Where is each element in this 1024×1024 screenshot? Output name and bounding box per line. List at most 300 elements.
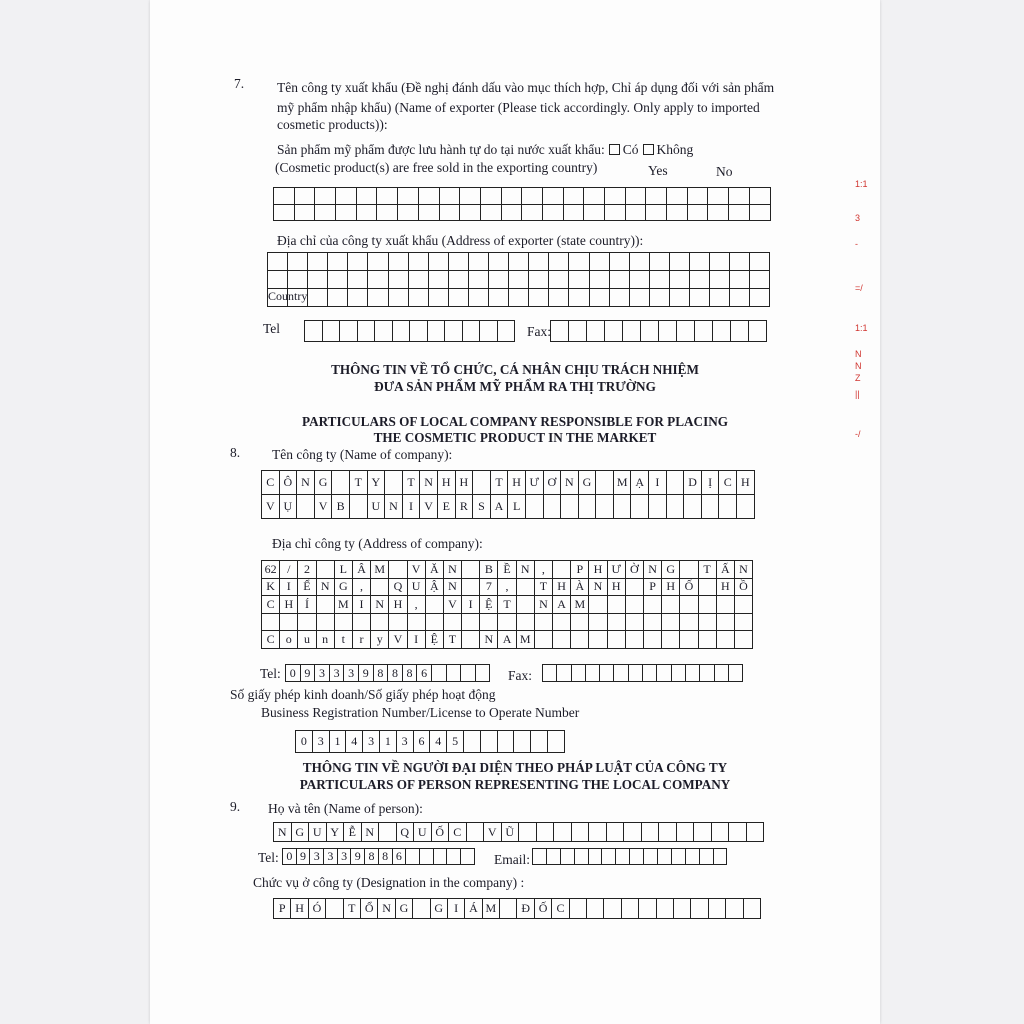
char-box[interactable]: Ề: [498, 561, 516, 579]
char-box[interactable]: Ể: [298, 579, 316, 597]
char-box[interactable]: [649, 495, 667, 519]
char-box[interactable]: G: [662, 561, 680, 579]
char-box[interactable]: [680, 561, 698, 579]
char-box[interactable]: [750, 289, 770, 307]
char-box[interactable]: [502, 188, 523, 205]
char-box[interactable]: n: [317, 631, 335, 649]
char-box[interactable]: [371, 614, 389, 632]
char-box[interactable]: [644, 631, 662, 649]
char-box[interactable]: [608, 596, 626, 614]
char-box[interactable]: G: [431, 899, 448, 919]
char-box[interactable]: Í: [298, 596, 316, 614]
char-box[interactable]: [429, 271, 449, 289]
char-box[interactable]: [543, 665, 557, 682]
char-box[interactable]: [419, 205, 440, 222]
char-box[interactable]: ,: [353, 579, 371, 597]
char-box[interactable]: U: [368, 495, 386, 519]
char-box[interactable]: [274, 205, 295, 222]
char-box[interactable]: [708, 205, 729, 222]
char-box[interactable]: [551, 321, 569, 342]
char-box[interactable]: H: [589, 561, 607, 579]
char-box[interactable]: [464, 731, 481, 753]
char-box[interactable]: [529, 289, 549, 307]
company-fax-grid[interactable]: [542, 664, 743, 682]
char-box[interactable]: Ễ: [344, 823, 362, 842]
char-box[interactable]: [297, 495, 315, 519]
char-box[interactable]: E: [438, 495, 456, 519]
char-box[interactable]: [432, 665, 447, 682]
char-box[interactable]: [749, 321, 767, 342]
char-box[interactable]: [589, 596, 607, 614]
char-box[interactable]: [650, 253, 670, 271]
char-box[interactable]: 3: [310, 849, 324, 865]
char-box[interactable]: [569, 271, 589, 289]
char-box[interactable]: /: [280, 561, 298, 579]
char-box[interactable]: [602, 849, 616, 865]
char-box[interactable]: V: [444, 596, 462, 614]
char-box[interactable]: [469, 271, 489, 289]
char-box[interactable]: [662, 631, 680, 649]
char-box[interactable]: Ậ: [426, 579, 444, 597]
char-box[interactable]: [557, 665, 571, 682]
char-box[interactable]: u: [298, 631, 316, 649]
char-box[interactable]: [571, 631, 589, 649]
char-box[interactable]: Ạ: [631, 471, 649, 495]
char-box[interactable]: [358, 321, 376, 342]
char-box[interactable]: G: [315, 471, 333, 495]
char-box[interactable]: [514, 731, 531, 753]
char-box[interactable]: U: [414, 823, 432, 842]
char-box[interactable]: A: [498, 631, 516, 649]
char-box[interactable]: N: [444, 561, 462, 579]
char-box[interactable]: H: [553, 579, 571, 597]
char-box[interactable]: [730, 271, 750, 289]
char-box[interactable]: 0: [283, 849, 297, 865]
char-box[interactable]: Ó: [309, 899, 326, 919]
char-box[interactable]: [350, 495, 368, 519]
char-box[interactable]: [398, 188, 419, 205]
char-box[interactable]: [690, 253, 710, 271]
char-box[interactable]: Ố: [432, 823, 450, 842]
char-box[interactable]: [699, 614, 717, 632]
char-box[interactable]: 8: [374, 665, 389, 682]
char-box[interactable]: [688, 188, 709, 205]
char-box[interactable]: N: [444, 579, 462, 597]
char-box[interactable]: [371, 579, 389, 597]
char-box[interactable]: [680, 631, 698, 649]
char-box[interactable]: [308, 289, 328, 307]
char-box[interactable]: [323, 321, 341, 342]
char-box[interactable]: C: [262, 631, 280, 649]
char-box[interactable]: [500, 899, 517, 919]
char-box[interactable]: 8: [379, 849, 393, 865]
char-box[interactable]: [480, 321, 498, 342]
char-box[interactable]: [710, 289, 730, 307]
char-box[interactable]: C: [449, 823, 467, 842]
char-box[interactable]: [646, 188, 667, 205]
char-box[interactable]: [729, 665, 743, 682]
char-box[interactable]: [641, 321, 659, 342]
char-box[interactable]: P: [274, 899, 291, 919]
char-box[interactable]: V: [408, 561, 426, 579]
char-box[interactable]: [498, 321, 516, 342]
char-box[interactable]: [461, 665, 476, 682]
char-box[interactable]: [600, 665, 614, 682]
char-box[interactable]: [526, 495, 544, 519]
char-box[interactable]: 1: [380, 731, 397, 753]
char-box[interactable]: Ơ: [544, 471, 562, 495]
char-box[interactable]: [377, 205, 398, 222]
char-box[interactable]: [315, 188, 336, 205]
char-box[interactable]: [308, 271, 328, 289]
char-box[interactable]: K: [262, 579, 280, 597]
char-box[interactable]: Ệ: [426, 631, 444, 649]
char-box[interactable]: [549, 289, 569, 307]
char-box[interactable]: [569, 253, 589, 271]
char-box[interactable]: N: [297, 471, 315, 495]
char-box[interactable]: [262, 614, 280, 632]
char-box[interactable]: [317, 561, 335, 579]
char-box[interactable]: H: [608, 579, 626, 597]
char-box[interactable]: [519, 823, 537, 842]
char-box[interactable]: [522, 205, 543, 222]
char-box[interactable]: ,: [498, 579, 516, 597]
char-box[interactable]: [553, 561, 571, 579]
char-box[interactable]: [710, 253, 730, 271]
char-box[interactable]: [714, 849, 728, 865]
char-box[interactable]: [419, 188, 440, 205]
char-box[interactable]: [750, 253, 770, 271]
char-box[interactable]: H: [280, 596, 298, 614]
char-box[interactable]: [429, 289, 449, 307]
char-box[interactable]: [729, 823, 747, 842]
char-box[interactable]: [509, 271, 529, 289]
char-box[interactable]: [449, 289, 469, 307]
char-box[interactable]: 3: [324, 849, 338, 865]
char-box[interactable]: [517, 614, 535, 632]
char-box[interactable]: Ệ: [480, 596, 498, 614]
char-box[interactable]: [564, 188, 585, 205]
char-box[interactable]: [608, 631, 626, 649]
char-box[interactable]: 0: [286, 665, 301, 682]
char-box[interactable]: [589, 614, 607, 632]
char-box[interactable]: [610, 271, 630, 289]
char-box[interactable]: [469, 289, 489, 307]
char-box[interactable]: ,: [408, 596, 426, 614]
char-box[interactable]: N: [362, 823, 380, 842]
char-box[interactable]: [688, 205, 709, 222]
char-box[interactable]: [570, 899, 587, 919]
char-box[interactable]: U: [309, 823, 327, 842]
char-box[interactable]: [730, 289, 750, 307]
char-box[interactable]: A: [553, 596, 571, 614]
char-box[interactable]: [729, 205, 750, 222]
char-box[interactable]: [543, 205, 564, 222]
char-box[interactable]: G: [396, 899, 413, 919]
char-box[interactable]: [630, 271, 650, 289]
char-box[interactable]: [315, 205, 336, 222]
char-box[interactable]: 3: [338, 849, 352, 865]
char-box[interactable]: T: [344, 899, 361, 919]
char-box[interactable]: [509, 289, 529, 307]
char-box[interactable]: [670, 253, 690, 271]
char-box[interactable]: [274, 188, 295, 205]
char-box[interactable]: [747, 823, 765, 842]
char-box[interactable]: [317, 614, 335, 632]
char-box[interactable]: [336, 205, 357, 222]
char-box[interactable]: S: [473, 495, 491, 519]
char-box[interactable]: [589, 631, 607, 649]
char-box[interactable]: [680, 614, 698, 632]
char-box[interactable]: P: [644, 579, 662, 597]
char-box[interactable]: [547, 849, 561, 865]
char-box[interactable]: I: [448, 899, 465, 919]
char-box[interactable]: [473, 471, 491, 495]
char-box[interactable]: [650, 289, 670, 307]
person-email-grid[interactable]: [532, 848, 727, 865]
char-box[interactable]: [426, 614, 444, 632]
company-address-grid[interactable]: [261, 560, 753, 649]
char-box[interactable]: B: [480, 561, 498, 579]
char-box[interactable]: [379, 823, 397, 842]
char-box[interactable]: [268, 271, 288, 289]
char-box[interactable]: À: [571, 579, 589, 597]
char-box[interactable]: H: [737, 471, 755, 495]
char-box[interactable]: G: [292, 823, 310, 842]
char-box[interactable]: [630, 289, 650, 307]
char-box[interactable]: [469, 253, 489, 271]
char-box[interactable]: [564, 205, 585, 222]
char-box[interactable]: H: [717, 579, 735, 597]
char-box[interactable]: 8: [403, 665, 418, 682]
char-box[interactable]: [444, 614, 462, 632]
char-box[interactable]: 5: [447, 731, 464, 753]
char-box[interactable]: [535, 631, 553, 649]
char-box[interactable]: [385, 471, 403, 495]
char-box[interactable]: [590, 253, 610, 271]
char-box[interactable]: V: [389, 631, 407, 649]
char-box[interactable]: [626, 188, 647, 205]
char-box[interactable]: Ư: [608, 561, 626, 579]
char-box[interactable]: [348, 271, 368, 289]
char-box[interactable]: Đ: [517, 899, 534, 919]
char-box[interactable]: [398, 205, 419, 222]
char-box[interactable]: [406, 849, 420, 865]
char-box[interactable]: [690, 289, 710, 307]
char-box[interactable]: [699, 596, 717, 614]
char-box[interactable]: [328, 289, 348, 307]
char-box[interactable]: [426, 596, 444, 614]
char-box[interactable]: [357, 205, 378, 222]
char-box[interactable]: [700, 665, 714, 682]
person-name-grid[interactable]: [273, 822, 764, 842]
char-box[interactable]: [462, 614, 480, 632]
char-box[interactable]: [731, 321, 749, 342]
char-box[interactable]: [489, 253, 509, 271]
char-box[interactable]: [489, 271, 509, 289]
char-box[interactable]: M: [571, 596, 589, 614]
char-box[interactable]: [463, 321, 481, 342]
char-box[interactable]: [626, 579, 644, 597]
char-box[interactable]: [713, 321, 731, 342]
char-box[interactable]: [670, 289, 690, 307]
designation-grid[interactable]: [273, 898, 761, 919]
char-box[interactable]: [607, 823, 625, 842]
char-box[interactable]: [481, 205, 502, 222]
char-box[interactable]: R: [456, 495, 474, 519]
char-box[interactable]: T: [699, 561, 717, 579]
char-box[interactable]: N: [561, 471, 579, 495]
char-box[interactable]: 9: [297, 849, 311, 865]
char-box[interactable]: [533, 849, 547, 865]
char-box[interactable]: [712, 823, 730, 842]
char-box[interactable]: P: [571, 561, 589, 579]
char-box[interactable]: D: [684, 471, 702, 495]
char-box[interactable]: G: [579, 471, 597, 495]
char-box[interactable]: [389, 253, 409, 271]
char-box[interactable]: 0: [296, 731, 313, 753]
char-box[interactable]: [375, 321, 393, 342]
char-box[interactable]: Ị: [702, 471, 720, 495]
char-box[interactable]: N: [378, 899, 395, 919]
char-box[interactable]: M: [614, 471, 632, 495]
char-box[interactable]: [694, 823, 712, 842]
char-box[interactable]: [626, 631, 644, 649]
char-box[interactable]: [429, 253, 449, 271]
char-box[interactable]: N: [385, 495, 403, 519]
char-box[interactable]: [662, 596, 680, 614]
char-box[interactable]: [389, 561, 407, 579]
char-box[interactable]: [408, 614, 426, 632]
char-box[interactable]: [590, 289, 610, 307]
char-box[interactable]: [353, 614, 371, 632]
char-box[interactable]: [629, 665, 643, 682]
char-box[interactable]: [605, 321, 623, 342]
char-box[interactable]: G: [335, 579, 353, 597]
char-box[interactable]: [295, 188, 316, 205]
char-box[interactable]: [460, 205, 481, 222]
char-box[interactable]: [624, 823, 642, 842]
char-box[interactable]: [561, 495, 579, 519]
char-box[interactable]: [644, 596, 662, 614]
char-box[interactable]: [680, 596, 698, 614]
char-box[interactable]: N: [480, 631, 498, 649]
char-box[interactable]: [677, 321, 695, 342]
char-box[interactable]: T: [498, 596, 516, 614]
char-box[interactable]: [735, 614, 753, 632]
char-box[interactable]: [377, 188, 398, 205]
char-box[interactable]: [667, 471, 685, 495]
char-box[interactable]: 3: [330, 665, 345, 682]
char-box[interactable]: L: [508, 495, 526, 519]
char-box[interactable]: [608, 614, 626, 632]
char-box[interactable]: M: [517, 631, 535, 649]
char-box[interactable]: [368, 289, 388, 307]
char-box[interactable]: N: [420, 471, 438, 495]
char-box[interactable]: [702, 495, 720, 519]
char-box[interactable]: 4: [430, 731, 447, 753]
char-box[interactable]: N: [644, 561, 662, 579]
char-box[interactable]: [726, 899, 743, 919]
char-box[interactable]: A: [491, 495, 509, 519]
char-box[interactable]: [717, 596, 735, 614]
char-box[interactable]: H: [291, 899, 308, 919]
char-box[interactable]: [605, 205, 626, 222]
char-box[interactable]: [626, 614, 644, 632]
char-box[interactable]: [522, 188, 543, 205]
char-box[interactable]: T: [403, 471, 421, 495]
char-box[interactable]: [280, 614, 298, 632]
exporter-name-grid[interactable]: [273, 187, 771, 221]
char-box[interactable]: [684, 495, 702, 519]
char-box[interactable]: 3: [313, 731, 330, 753]
char-box[interactable]: 9: [359, 665, 374, 682]
char-box[interactable]: [569, 321, 587, 342]
char-box[interactable]: N: [735, 561, 753, 579]
char-box[interactable]: [667, 188, 688, 205]
char-box[interactable]: 6: [393, 849, 407, 865]
char-box[interactable]: I: [408, 631, 426, 649]
char-box[interactable]: [642, 823, 660, 842]
char-box[interactable]: Ụ: [280, 495, 298, 519]
char-box[interactable]: [428, 321, 446, 342]
char-box[interactable]: [509, 253, 529, 271]
char-box[interactable]: [460, 188, 481, 205]
char-box[interactable]: Ố: [680, 579, 698, 597]
company-name-grid[interactable]: [261, 470, 755, 519]
char-box[interactable]: [569, 289, 589, 307]
char-box[interactable]: o: [280, 631, 298, 649]
char-box[interactable]: [623, 321, 641, 342]
char-box[interactable]: [659, 321, 677, 342]
char-box[interactable]: [616, 849, 630, 865]
char-box[interactable]: [326, 899, 343, 919]
char-box[interactable]: N: [317, 579, 335, 597]
char-box[interactable]: [517, 596, 535, 614]
char-box[interactable]: [420, 849, 434, 865]
char-box[interactable]: [498, 731, 515, 753]
char-box[interactable]: [735, 596, 753, 614]
char-box[interactable]: [672, 849, 686, 865]
char-box[interactable]: [589, 849, 603, 865]
char-box[interactable]: [553, 614, 571, 632]
char-box[interactable]: 6: [417, 665, 432, 682]
char-box[interactable]: [393, 321, 411, 342]
char-box[interactable]: [328, 253, 348, 271]
char-box[interactable]: [335, 614, 353, 632]
char-box[interactable]: V: [420, 495, 438, 519]
char-box[interactable]: T: [444, 631, 462, 649]
char-box[interactable]: 62: [262, 561, 280, 579]
char-box[interactable]: [409, 289, 429, 307]
char-box[interactable]: [535, 614, 553, 632]
char-box[interactable]: [295, 205, 316, 222]
char-box[interactable]: Ố: [535, 899, 552, 919]
char-box[interactable]: [531, 731, 548, 753]
char-box[interactable]: M: [371, 561, 389, 579]
char-box[interactable]: [700, 849, 714, 865]
char-box[interactable]: [750, 188, 771, 205]
char-box[interactable]: [268, 253, 288, 271]
exporter-tel-grid[interactable]: [304, 320, 515, 342]
char-box[interactable]: [667, 205, 688, 222]
char-box[interactable]: [480, 614, 498, 632]
char-box[interactable]: [462, 579, 480, 597]
char-box[interactable]: [572, 823, 590, 842]
char-box[interactable]: [481, 731, 498, 753]
char-box[interactable]: [659, 823, 677, 842]
char-box[interactable]: [288, 253, 308, 271]
